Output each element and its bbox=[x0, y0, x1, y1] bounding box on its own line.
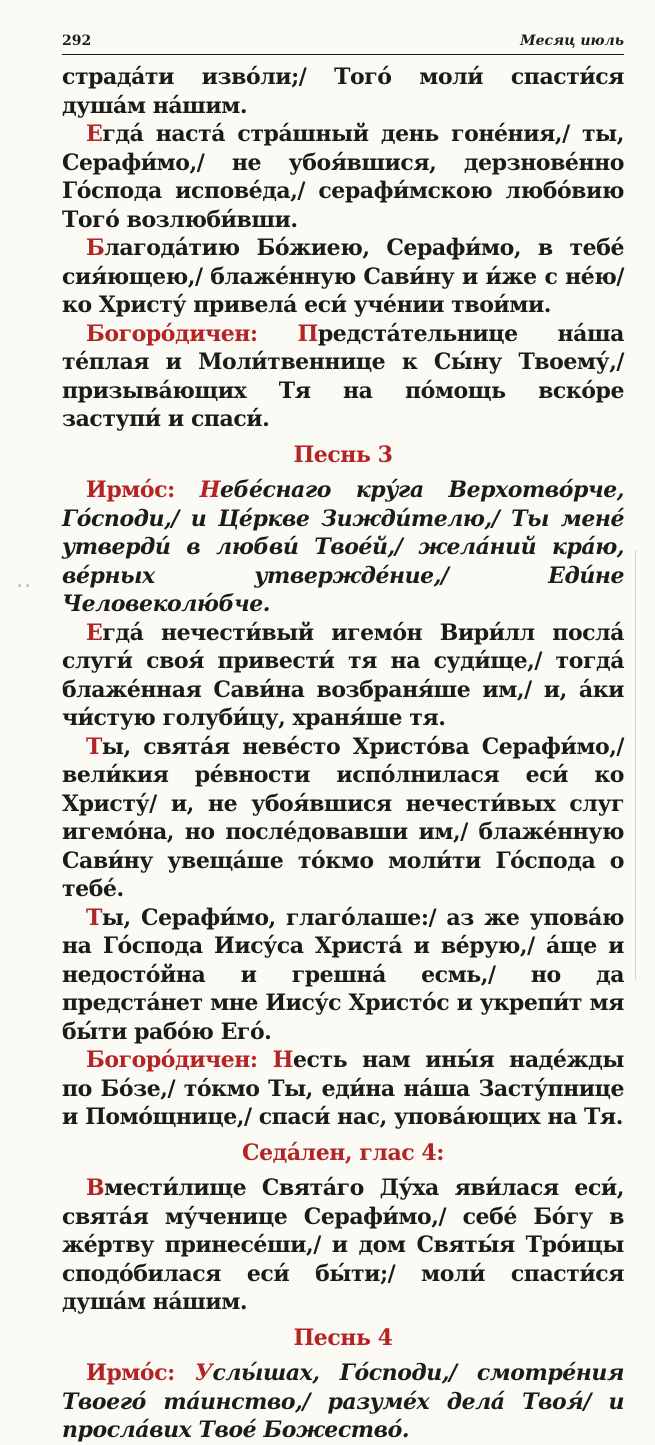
scan-speck bbox=[18, 584, 21, 587]
paragraph-1-text: страда́ти изво́ли;/ Того́ моли́ спасти́ся душа́м на́шим. bbox=[62, 64, 624, 119]
book-page bbox=[62, 30, 624, 1443]
section-heading-ode-3: Песнь 3 bbox=[293, 441, 393, 468]
initial-letter: У bbox=[195, 1360, 213, 1386]
scan-artifact bbox=[635, 550, 636, 980]
paragraph-7-text: ы, свята́я неве́сто Христо́ва Серафи́мо,/ вели́кия ре́вности испо́лнилася еси́ ко Христу́/ и, не убоя́вшися нечести́вых слуг игемо́на, но после́довавши им,/ блаже́нную Сави́ну увеща́ше то́кмо моли́ти Го́спода о тебе́. bbox=[62, 733, 624, 902]
irmos-label: Ирмо́с: bbox=[86, 477, 175, 503]
initial-letter: Т bbox=[86, 904, 102, 931]
paragraph-9-text: есть нам ины́я наде́жды по Бо́зе,/ то́кмо Ты, еди́на на́ша Засту́пнице и Помо́щнице,/ спаси́ нас, упова́ющих на Тя. bbox=[62, 1047, 624, 1130]
paragraph-8-text: ы, Серафи́мо, глаго́лаше:/ аз же упова́ю на Го́спода Иису́са Христа́ и ве́рую,/ а́ще и недосто́йна и грешна́ есмь,/ но да предста́нет мне Иису́с Христо́с и укрепи́т мя бы́ти рабо́ю Его́. bbox=[62, 904, 624, 1045]
section-heading-sedalen: Седа́лен, глас 4: bbox=[242, 1139, 444, 1166]
paragraph-5-text: ебе́снаго кру́га Верхотво́рче, Го́споди,/ и Це́ркве Зижди́телю,/ Ты мене́ утверди́ в любви́ Твое́й,/ жела́ний кра́ю, ве́рных утвержде́ние,/ Еди́не Человеколю́бче. bbox=[62, 477, 624, 617]
paragraph-2 bbox=[62, 120, 624, 234]
scan-speck bbox=[26, 584, 29, 587]
paragraph-4-text: редста́тельнице на́ша те́плая и Моли́твеннице к Сы́ну Твоему́,/ призыва́ющих Тя на по́мощь вско́ре заступи́ и спаси́. bbox=[62, 320, 624, 432]
paragraph-10-text: мести́лище Свята́го Ду́ха яви́лася еси́, свята́я му́ченице Серафи́мо,/ себе́ Бо́гу в же́ртву принесе́ши,/ и дом Святы́я Тро́ицы сподо́билася еси́ бы́ти;/ моли́ спасти́ся душа́м на́шим. bbox=[62, 1175, 624, 1315]
paragraph-1 bbox=[62, 63, 624, 120]
paragraph-3-text: лагода́тию Бо́жиею, Серафи́мо, в тебе́ сия́ющею,/ блаже́нную Сави́ну и и́же с не́ю/ ко Христу́ привела́ еси́ уче́нии твои́ми. bbox=[62, 235, 624, 318]
paragraph-8 bbox=[62, 904, 624, 1047]
initial-letter: П bbox=[297, 320, 318, 347]
paragraph-11 bbox=[62, 1359, 624, 1445]
irmos-label: Ирмо́с: bbox=[86, 1360, 175, 1386]
paragraph-10 bbox=[62, 1174, 624, 1317]
theotokion-label: Богоро́дичен: bbox=[86, 320, 258, 347]
paragraph-5 bbox=[62, 476, 624, 619]
main-text bbox=[62, 55, 624, 1445]
page-header bbox=[62, 30, 624, 55]
initial-letter: Т bbox=[86, 733, 102, 760]
page-number: 292 bbox=[62, 33, 92, 49]
initial-letter: Н bbox=[199, 477, 220, 503]
paragraph-7 bbox=[62, 733, 624, 904]
theotokion-label: Богоро́дичен: bbox=[86, 1047, 258, 1073]
initial-letter: Е bbox=[86, 121, 103, 147]
paragraph-6-text: гда́ нечести́вый игемо́н Вири́лл посла́ слуги́ своя́ привести́ тя на суди́ще,/ тогда́ блаже́нная Сави́на возбраня́ше им,/ и, а́ки чи́стую голуби́цу, храня́ше тя. bbox=[62, 619, 624, 731]
paragraph-3 bbox=[62, 234, 624, 320]
section-heading-ode-4: Песнь 4 bbox=[293, 1324, 393, 1351]
initial-letter: В bbox=[86, 1175, 105, 1201]
paragraph-4 bbox=[62, 320, 624, 434]
paragraph-9 bbox=[62, 1046, 624, 1132]
paragraph-6 bbox=[62, 619, 624, 733]
initial-letter: Б bbox=[86, 235, 105, 261]
paragraph-2-text: гда́ наста́ стра́шный день гоне́ния,/ ты, Серафи́мо,/ не убоя́вшися, дерзнове́нно Го́спода испове́да,/ серафи́мскою любо́вию Того́ возлюби́вши. bbox=[62, 121, 624, 233]
paragraph-11-text: слы́шах, Го́споди,/ смотре́ния Твоего́ та́инство,/ разуме́х дела́ Твоя́/ и просла́вих Твое́ Божество́. bbox=[62, 1360, 624, 1443]
initial-letter: Е bbox=[86, 619, 103, 646]
running-title: Месяц июль bbox=[520, 33, 624, 49]
initial-letter: Н bbox=[272, 1047, 293, 1073]
